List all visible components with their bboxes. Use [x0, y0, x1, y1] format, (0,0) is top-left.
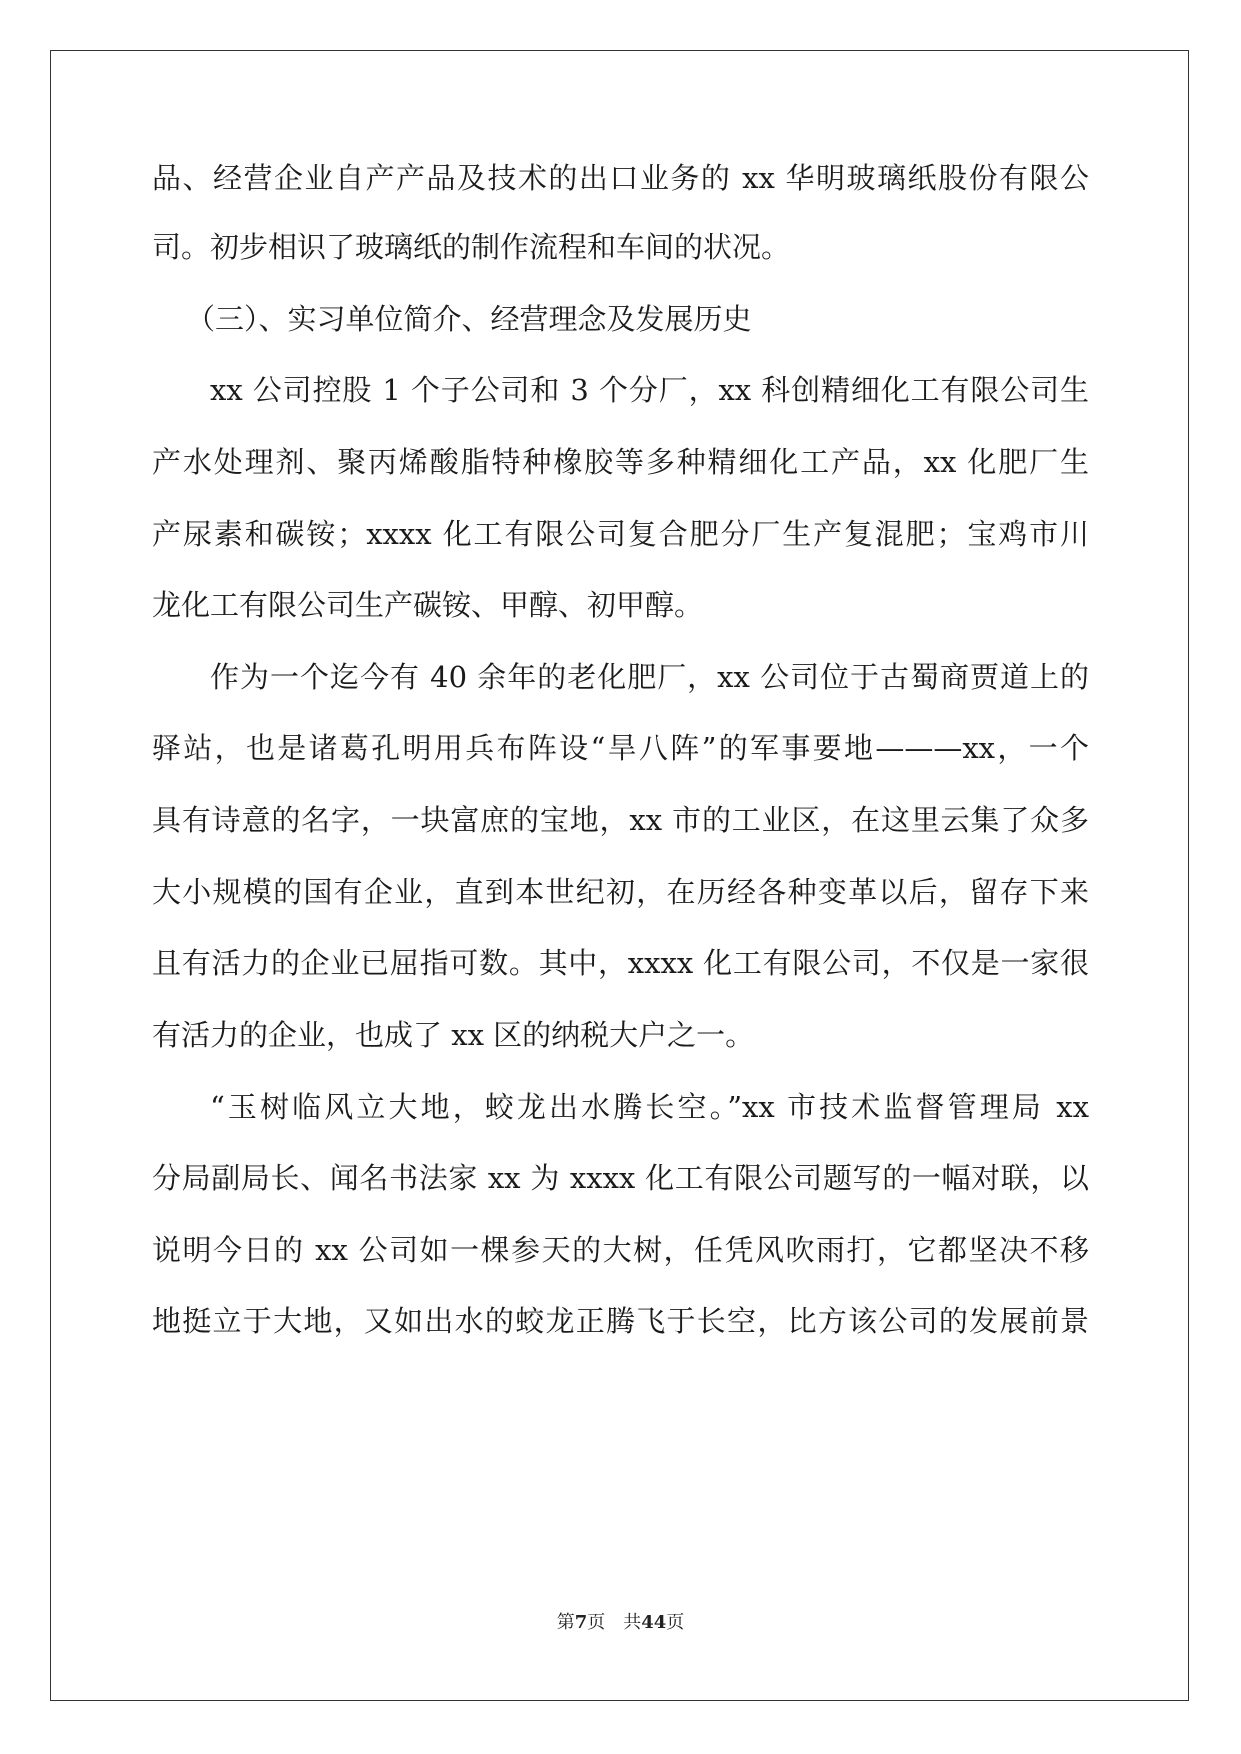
paragraph-first-line: “玉树临风立大地，蛟龙出水腾长空。”xx 市技术监督管理局 xx: [210, 1090, 1089, 1124]
text-line: 品、经营企业自产产品及技术的出口业务的 xx 华明玻璃纸股份有限公: [152, 161, 1089, 195]
text-line: 有活力的企业，也成了 xx 区的纳税大户之一。: [152, 1018, 755, 1052]
section-heading: （三）、实习单位简介、经营理念及发展历史: [186, 302, 752, 336]
text-line: 产尿素和碳铵；xxxx 化工有限公司复合肥分厂生产复混肥；宝鸡市川: [152, 517, 1089, 551]
text-line: 且有活力的企业已屈指可数。其中，xxxx 化工有限公司，不仅是一家很: [152, 946, 1089, 980]
text-line: 说明今日的 xx 公司如一棵参天的大树，任凭风吹雨打，它都坚决不移: [152, 1233, 1089, 1267]
text-line: 龙化工有限公司生产碳铵、甲醇、初甲醇。: [152, 588, 704, 622]
footer-middle: 页 共: [587, 1612, 642, 1633]
text-line: 产水处理剂、聚丙烯酸脂特种橡胶等多种精细化工产品，xx 化肥厂生: [152, 445, 1089, 479]
text-line: 司。初步相识了玻璃纸的制作流程和车间的状况。: [152, 230, 791, 264]
paragraph-first-line: xx 公司控股 1 个子公司和 3 个分厂，xx 科创精细化工有限公司生: [210, 373, 1089, 407]
text-line: 分局副局长、闻名书法家 xx 为 xxxx 化工有限公司题写的一幅对联，以: [152, 1161, 1089, 1195]
text-line: 具有诗意的名字，一块富庶的宝地，xx 市的工业区，在这里云集了众多: [152, 803, 1089, 837]
current-page-number: 7: [574, 1612, 588, 1633]
text-line: 驿站，也是诸葛孔明用兵布阵设“旱八阵”的军事要地———xx，一个: [152, 731, 1089, 765]
paragraph-first-line: 作为一个迄今有 40 余年的老化肥厂，xx 公司位于古蜀商贾道上的: [210, 660, 1089, 694]
page-footer: [0, 1612, 1241, 1634]
footer-suffix: 页: [666, 1612, 685, 1633]
footer-prefix: 第: [556, 1612, 575, 1633]
text-line: 大小规模的国有企业，直到本世纪初，在历经各种变革以后，留存下来: [152, 875, 1089, 909]
total-pages-number: 44: [641, 1612, 667, 1633]
text-line: 地挺立于大地，又如出水的蛟龙正腾飞于长空，比方该公司的发展前景: [152, 1304, 1089, 1338]
